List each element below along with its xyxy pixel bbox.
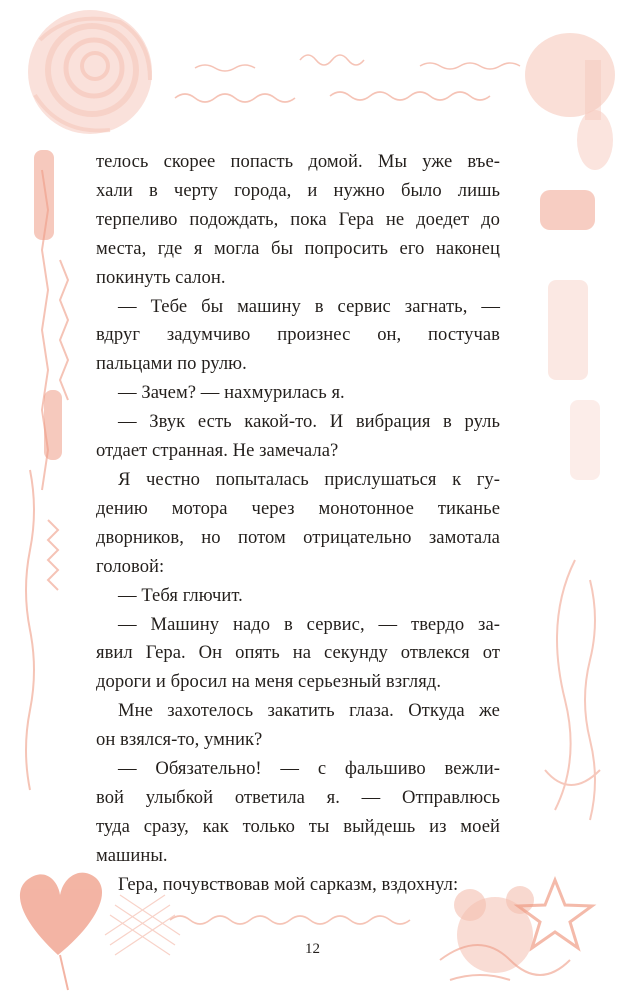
- text-line: дению мотора через монотонное тиканье: [96, 497, 500, 519]
- scribble-bottom-icon: [170, 916, 410, 924]
- text-line: — Тебя глючит.: [118, 584, 243, 606]
- paragraph: [96, 755, 500, 871]
- text-line: — Зачем? — нахмурилась я.: [118, 382, 345, 404]
- paragraph: [96, 582, 500, 611]
- page-text: [96, 148, 500, 900]
- text-line: явил Гера. Он опять на секунду отвлекся от: [96, 642, 500, 664]
- text-line: Гера, почувствовав мой сарказм, вздохнул:: [118, 873, 459, 895]
- text-line: он взялся-то, умник?: [96, 729, 263, 751]
- page-number: 12: [305, 941, 320, 957]
- scribble-top-icon: [175, 55, 520, 102]
- paragraph: [96, 293, 500, 380]
- text-line: — Обязательно! — с фальшиво вежли-: [118, 758, 500, 780]
- text-line: головой:: [96, 555, 165, 577]
- paragraph: [96, 408, 500, 466]
- text-line: терпеливо подождать, пока Гера не доедет до: [96, 208, 500, 230]
- text-line: туда сразу, как только ты выйдешь из моей: [96, 815, 500, 837]
- text-line: вдруг задумчиво произнес он, постучав: [96, 324, 500, 346]
- text-line: вой улыбкой ответила я. — Отправлюсь: [96, 786, 500, 808]
- text-line: дворников, но потом отрицательно замотала: [96, 526, 500, 548]
- paragraph: [96, 379, 500, 408]
- heart-icon: [20, 873, 102, 990]
- paragraph: [96, 466, 500, 582]
- text-line: дороги и бросил на меня серьезный взгляд.: [96, 671, 442, 693]
- text-line: — Звук есть какой-то. И вибрация в руль: [118, 411, 500, 433]
- rose-icon: [28, 10, 152, 134]
- blotch-top-right-icon: [525, 33, 615, 170]
- text-line: места, где я могла бы попросить его наконец: [96, 237, 500, 259]
- text-line: — Машину надо в сервис, — твердо за-: [118, 613, 500, 635]
- text-line: Я честно попыталась прислушаться к гу-: [118, 468, 500, 490]
- paragraph: [96, 611, 500, 698]
- text-line: Мне захотелось закатить глаза. Откуда же: [118, 700, 500, 722]
- paragraph: [96, 148, 500, 293]
- text-line: покинуть салон.: [96, 266, 226, 288]
- paragraph: [96, 871, 500, 900]
- text-line: машины.: [96, 844, 168, 866]
- text-line: хали в черту города, и нужно было лишь: [96, 179, 500, 201]
- text-line: отдает странная. Не замечала?: [96, 440, 339, 462]
- text-line: пальцами по рулю.: [96, 353, 247, 375]
- scribble-left-icon: [26, 170, 68, 790]
- paragraph: [96, 697, 500, 755]
- scribble-right-icon: [540, 190, 600, 480]
- text-line: телось скорее попасть домой. Мы уже въе-: [96, 151, 500, 172]
- text-line: — Тебе бы машину в сервис загнать, —: [118, 295, 500, 317]
